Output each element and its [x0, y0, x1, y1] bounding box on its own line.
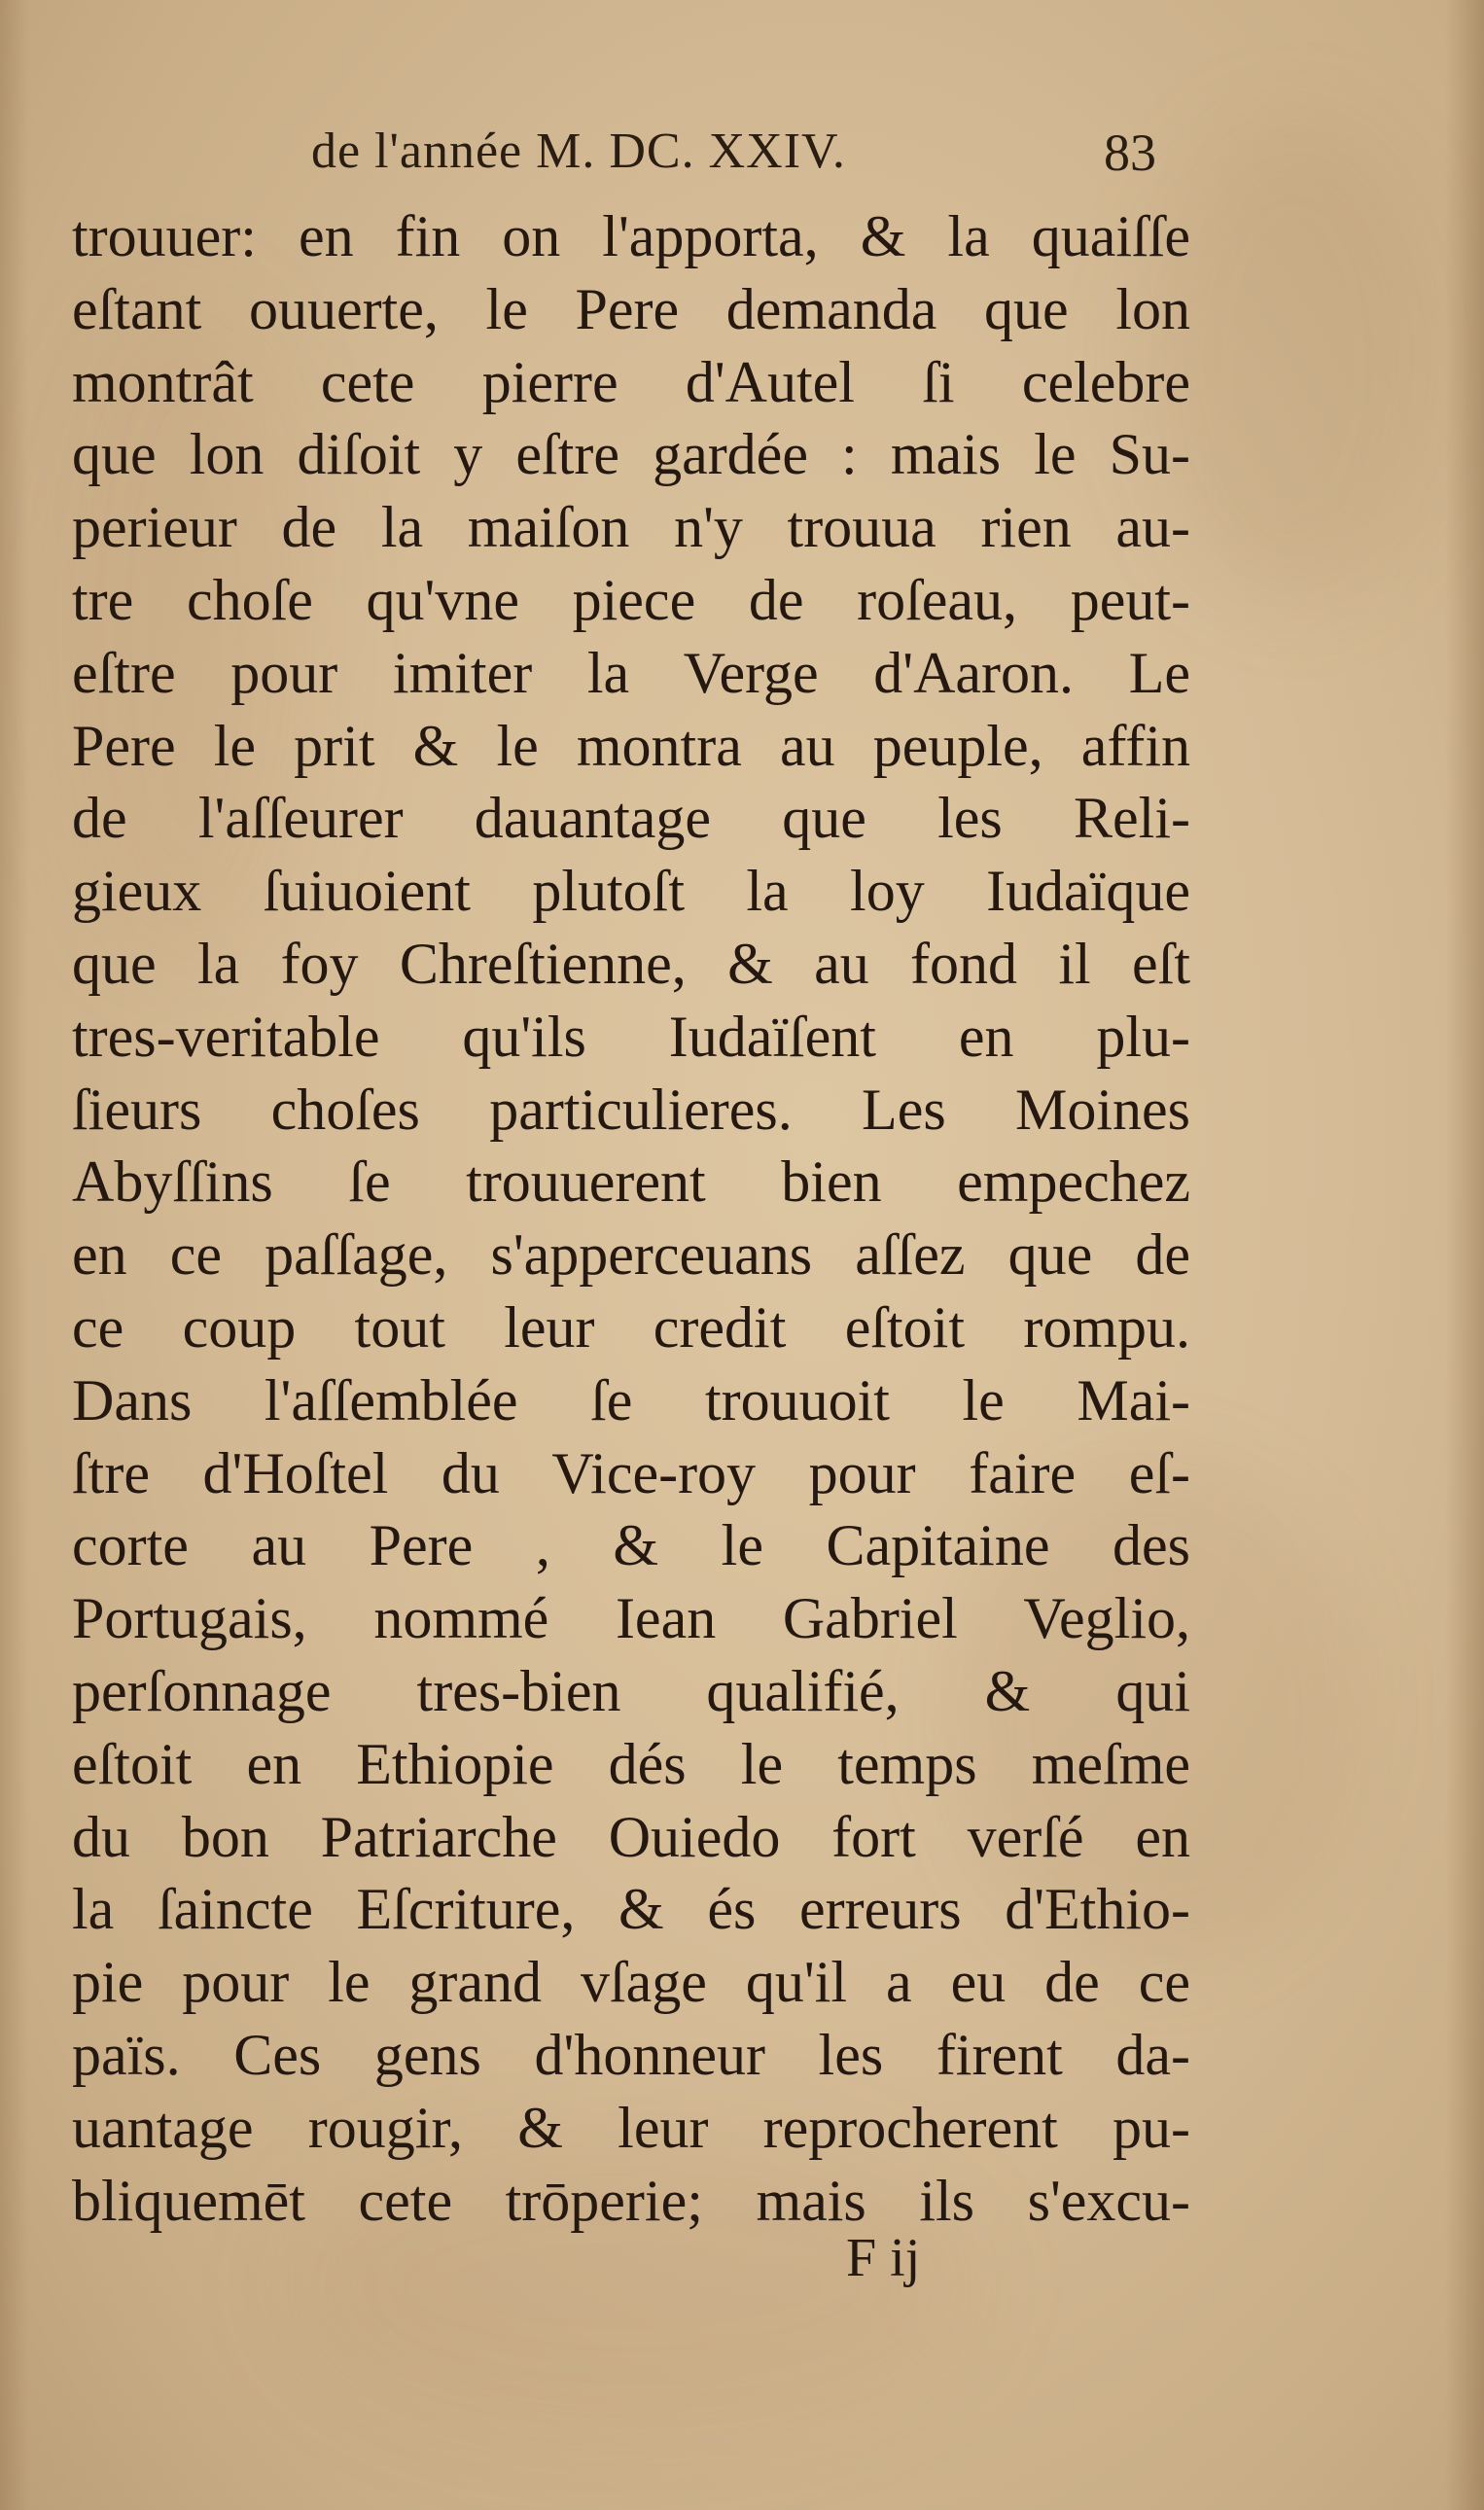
text-line: de l'aſſeurer dauantage que les Reli- — [72, 786, 1190, 851]
text-line: Dans l'aſſemblée ſe trouuoit le Mai- — [72, 1367, 1190, 1432]
text-line: païs. Ces gens d'honneur les firent da- — [72, 2022, 1190, 2087]
signature-mark: F ij — [846, 2228, 921, 2288]
body-text — [72, 200, 1190, 2237]
text-line: que la foy Chreſtienne, & au fond il eſt — [72, 931, 1190, 996]
text-line: perieur de la maiſon n'y trouua rien au- — [72, 495, 1190, 560]
text-line: ſtre d'Hoſtel du Vice-roy pour faire eſ- — [72, 1440, 1190, 1505]
text-line: Pere le prit & le montra au peuple, affin — [72, 713, 1190, 778]
text-line: eſtoit en Ethiopie dés le temps meſme — [72, 1731, 1190, 1796]
text-line: gieux ſuiuoient plutoſt la loy Iudaïque — [72, 859, 1190, 924]
text-line: eſtant ouuerte, le Pere demanda que lon — [72, 276, 1190, 341]
text-line: perſonnage tres-bien qualifié, & qui — [72, 1658, 1190, 1723]
text-line: bliquemēt cete trōperie; mais ils s'excu- — [72, 2168, 1190, 2233]
page-number: 83 — [1104, 124, 1156, 182]
running-title: de l'année M. DC. XXIV. — [311, 124, 846, 179]
text-line: tre choſe qu'vne piece de roſeau, peut- — [72, 567, 1190, 632]
text-line: corte au Pere , & le Capitaine des — [72, 1513, 1190, 1578]
text-line: que lon diſoit y eſtre gardée : mais le Su- — [72, 422, 1190, 487]
text-line: en ce paſſage, s'apperceuans aſſez que de — [72, 1222, 1190, 1288]
text-line: ſieurs choſes particulieres. Les Moines — [72, 1077, 1190, 1142]
text-line: tres-veritable qu'ils Iudaïſent en plu- — [72, 1004, 1190, 1069]
page-edge-shadow — [1445, 0, 1484, 2510]
text-line: trouuer: en fin on l'apporta, & la quaiſſe — [72, 204, 1190, 268]
text-line: ce coup tout leur credit eſtoit rompu. — [72, 1294, 1190, 1360]
page-edge-shadow — [0, 0, 29, 2510]
paper-stain — [1148, 117, 1439, 603]
text-line: uantage rougir, & leur reprocherent pu- — [72, 2095, 1190, 2160]
text-line: du bon Patriarche Ouiedo fort verſé en — [72, 1804, 1190, 1869]
running-head — [311, 123, 1186, 181]
text-line: montrât cete pierre d'Autel ſi celebre — [72, 349, 1190, 414]
text-line: eſtre pour imiter la Verge d'Aaron. Le — [72, 640, 1190, 705]
text-line: Abyſſins ſe trouuerent bien empechez — [72, 1149, 1190, 1215]
text-line: Portugais, nommé Iean Gabriel Veglio, — [72, 1586, 1190, 1651]
text-line: la ſaincte Eſcriture, & és erreurs d'Ethio- — [72, 1877, 1190, 1942]
text-line: pie pour le grand vſage qu'il a eu de ce — [72, 1950, 1190, 2015]
